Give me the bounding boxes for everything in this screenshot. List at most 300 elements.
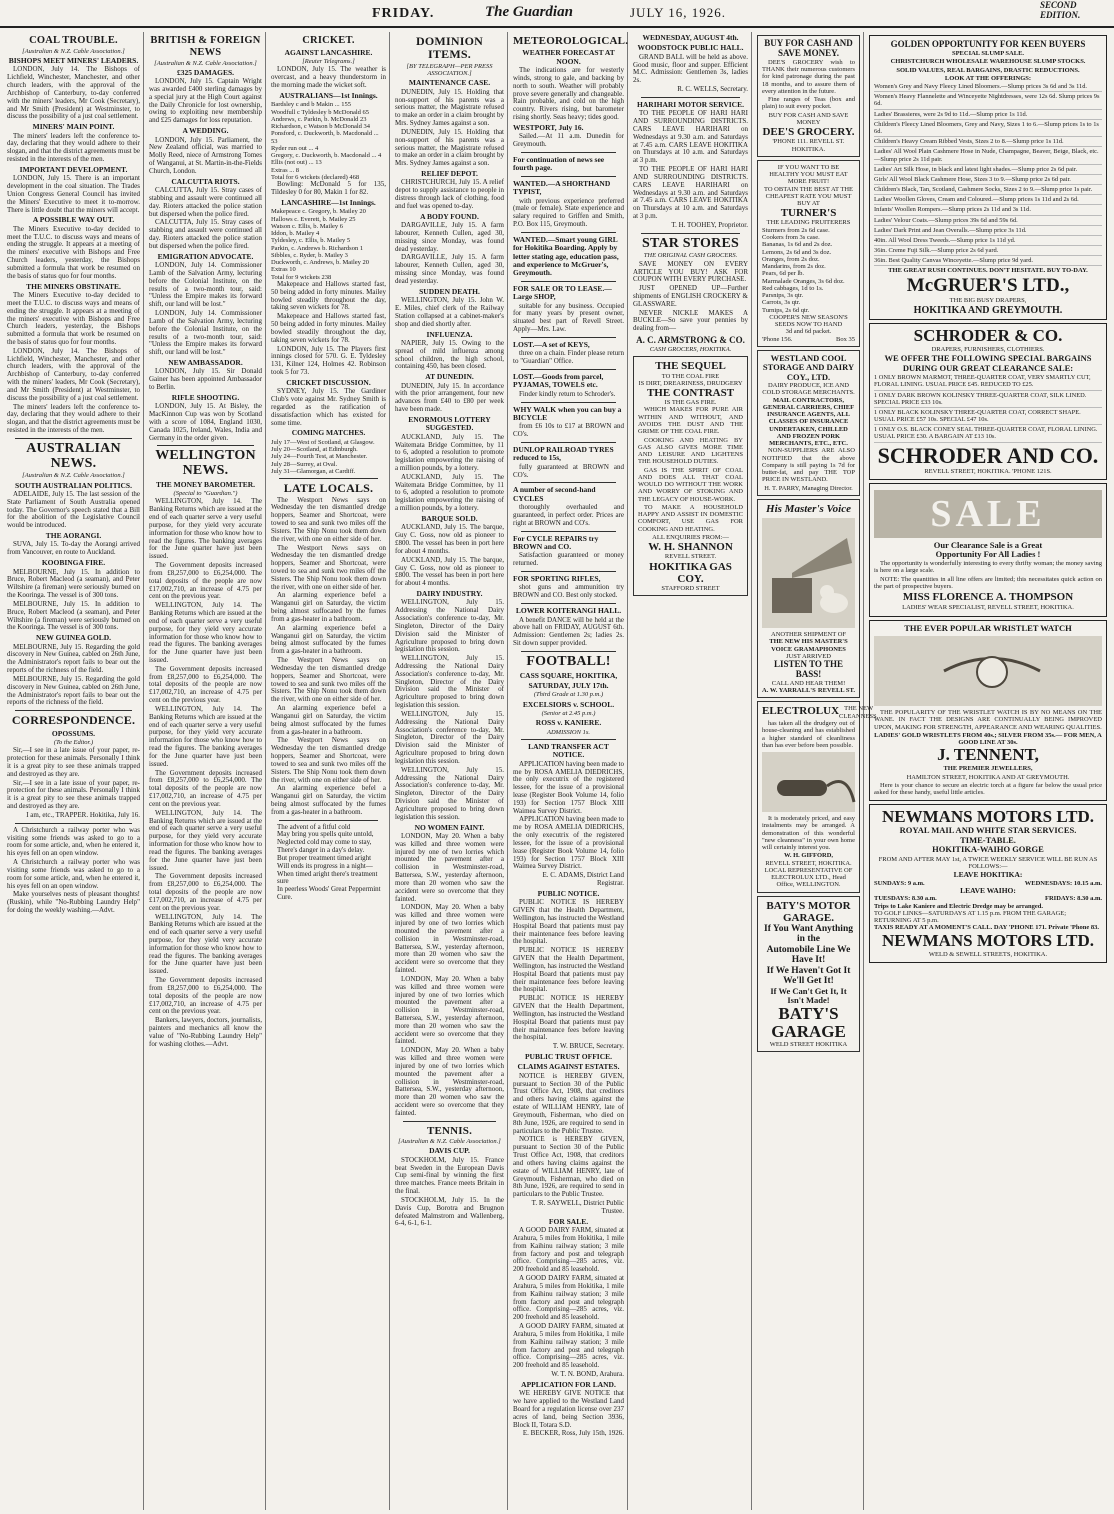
vacuum-cleaner-icon [762, 752, 864, 812]
classified-ads [513, 124, 624, 604]
advert-line: LOOK AT THE OFFERINGS: [944, 74, 1032, 82]
divider [521, 571, 616, 572]
turners-advert [757, 160, 860, 347]
mcgruers-advert [869, 35, 1107, 320]
advert-line: SPECIAL SLUMP SALE. [951, 50, 1025, 58]
divider [521, 603, 616, 604]
price-line: Red cabbages, 1d to 1s. [762, 284, 824, 292]
advert-line: If We Haven't Got It [766, 965, 851, 976]
headline-correspondence: CORRESPONDENCE. [11, 713, 136, 728]
classified-text: with previous experience preferred (male or female). State experience and salary required to Griffen and Smith, P.O. Box 115, Greymouth. [513, 196, 624, 228]
article-paragraph: MELBOURNE, July 15. Regarding the gold discovery in New Guinea, cabled on 26th June, the Administrator's report fails to bear out the reports of the richness of the field. [7, 642, 140, 675]
classified-heading: For continuation of news see fourth page. [513, 154, 605, 173]
advert-line: CHRISTCHURCH WHOLESALE WAREHOUSE SLUMP STOCKS. [890, 58, 1086, 66]
article-paragraph: The Government deposits increased from £8,257,000 to £6,254,000. The total deposits of the people are now £17,002,710, an increase of 4.75 per cent on the previous year. [149, 664, 262, 705]
divider [157, 445, 254, 446]
column-4 [392, 32, 508, 1510]
subheading: EMIGRATION ADVOCATE. [157, 251, 254, 261]
fur-coat-item: 1 ONLY DARK BROWN KOLINSKY THREE-QUARTER COAT, SILK LINED. SPECIAL PRICE £33 10s. [874, 392, 1102, 408]
article-paragraph: An alarming experience befel a Wanganui girl on Saturday, the victim being almost suffocated by the fumes from a gas-heater in a bathroom. [271, 704, 386, 736]
subheading: COMING MATCHES. [291, 428, 366, 438]
advert-line: IS DIRT, DREARINESS, DRUDGERY [638, 379, 743, 387]
article-paragraph: WELLINGTON, July 15. Addressing the National Dairy Association's conference to-day, Mr. Singleton, Director of the Dairy Division said the Minister of Agriculture proposed to bring down legislation this session. [395, 654, 504, 710]
article-paragraph: NEVER NICKLE MAKES A BUCKLE—So save your pennies by dealing from— [633, 308, 748, 333]
signature: R. C. WELLS, Secretary. [677, 85, 748, 94]
article-paragraph: The miners' leaders left the conference to-day, declaring that they would adhere to their slogan, and that the district agreements must be resisted in the interests of the men. [7, 131, 140, 164]
article-paragraph: LONDON, July 14. The Bishops of Lichfield, Winchester, Manchester, and other church leaders, with the approval of the Archbishop of Canterbury, to-day conferred with the miners' leaders, Mr Cook (Secretary), and Mr Smith (President) at Westminster, to discuss the possibility of a just coal settlement. [7, 65, 140, 121]
subheading: SOUTH AUSTRALIAN POLITICS. [15, 480, 132, 490]
advert-line: HOKITIKA-WAIHO GORGE [932, 844, 1044, 855]
price-line: Oranges, from 2s doz. [762, 255, 820, 263]
score-line: Andrews, c. Parkin, b. McDonald 23 [271, 115, 367, 123]
divider [521, 152, 616, 153]
match-entry: July 20—Scotland, at Edinburgh. [271, 446, 358, 454]
article-paragraph: WELLINGTON, July 14. The Banking Returns which are issued at the end of each quarter serve a very useful purpose, for they yield very accurate information for those who know how to read the figures. The banking averages for the June quarter have just been issued. [149, 912, 262, 976]
article-paragraph: APPLICATION having been made to me by ROSA AMELIA DIEDRICHS, the only executrix of the registered lessee, for the issue of a provisional lease (Register Book Volume 14, folio 193) for Section 1757 Block XIII Waimea Survey District. [513, 759, 624, 815]
vacuum-illustration [762, 752, 855, 812]
article-paragraph: DUNEDIN, July 15. In accordance with the prior arrangement, four new advances from £40 to £80 per week have been made. [395, 381, 504, 414]
advertiser-name: J. TENNENT, [937, 745, 1039, 765]
timetable-entry: SUNDAYS: 9 a.m. [874, 879, 925, 887]
article-paragraph: LONDON, May 20. When a baby was killed and three women were injured by one of two lorries which mounted the pavement after a collision in Westminster-road, Battersea, S.W., yesterday afternoon, more than 20 women who saw the accident were so overcome that they fainted. [395, 831, 504, 903]
slump-item: 36in. Creme Fuji Silk.—Slump price 2s 6d yard. [874, 247, 1102, 256]
advert-address: WELD & SEWELL STREETS, HOKITIKA. [928, 950, 1048, 958]
slump-price-list [874, 83, 1102, 266]
divider [279, 820, 378, 821]
article-paragraph: LONDON, May 20. When a baby was killed and three women were injured by one of two lorries which mounted the pavement after a collision in Westminster-road, Battersea, S.W., yesterday afternoon, more than 20 women who saw the accident were so overcome that they fainted. [395, 1046, 504, 1117]
article-paragraph: AUCKLAND, July 15. The barque, Guy C. Goss, now old as pioneer to £800. The vessel has been in port here for about 4 months. [395, 523, 504, 555]
subheading: MAINTENANCE CASE. [408, 78, 491, 88]
headline-star-stores: STAR STORES [641, 235, 739, 251]
subheading: SATURDAY, JULY 17th. [528, 680, 609, 690]
headline-wellington-news: WELLINGTON NEWS. [155, 448, 256, 479]
article-paragraph: DARGAVILLE, July 15. A farm labourer, Kenneth Cullen, aged 30, missing since Monday, was found dead yesterday. [395, 221, 504, 253]
divider [521, 402, 616, 403]
article-paragraph: LONDON, July 14. Commissioner Lamb of the Salvation Army, lecturing before the Colonial Institute, on the results of a two-month tour, said: "Unless the Empire makes its forward shift, our land will be lost." [149, 261, 262, 309]
advert-box: Box 35 [836, 335, 855, 343]
fruit-price-list [762, 227, 855, 314]
slump-item: 36in. Best Quality Canvas Winceyette.—Slump price 9d yard. [874, 257, 1102, 266]
advert-title: GOLDEN OPPORTUNITY FOR KEEN BUYERS [890, 39, 1086, 49]
article-paragraph: The Westport News says on Wednesday the ten dismantled dredge hoppers, Seamer and Shortcoat, were towed to sea and sunk two miles off the Sisters. The Ship Nonu took them down the river, with one on either side of her. [271, 543, 386, 591]
advert-line: BUY FOR CASH AND SAVE MONEY [768, 111, 849, 126]
timetable-entry: WEDNESDAYS: 10.15 a.m. [1024, 879, 1102, 887]
masthead-day: FRIDAY. [372, 6, 435, 21]
advert-address: STAFFORD STREET [661, 584, 720, 592]
advert-line: THE BIG BUSY DRAPERS, [949, 296, 1027, 304]
article-paragraph: The Government deposits increased from £8,257,000 to £6,254,000. The total deposits of the people are now £17,002,710, an increase of 4.75 per cent on the previous year. [149, 768, 262, 808]
score-line: Ponsford, c. Duckworth, b. Macdonald ... 53 [271, 130, 379, 145]
advert-line: In peerless Woods' Great Peppermint Cure. [277, 885, 381, 902]
article-paragraph: PUBLIC NOTICE IS HEREBY GIVEN that the Health Department, Wellington, has instructed the Westland Hospital Board that patients must pay their maintenance fees before leaving the hospital. [513, 898, 624, 946]
article-paragraph: The Government deposits increased from £8,257,000 to £6,254,000. The total deposits of the people are now £17,002,710, an increase of 4.75 per cent on the previous year. [149, 976, 262, 1016]
classified-heading: DUNLOP RAILROAD TYRES reduced to 15s, [513, 444, 614, 463]
article-paragraph: The Miners Executive to-day decided to meet the T.U.C. to discuss ways and means of ending the struggle. It appears at a meeting of the miners' executive with Bishops and Free Church leaders, yesterday, the Bishops submitted a formula that work be resumed on the basis of status quo for four months. [7, 224, 140, 280]
advert-line: CALL AND HEAR THEM! [771, 679, 846, 687]
price-line: Lemons, 2s 6d and 3s doz. [762, 248, 832, 256]
subheading: THE MINERS OBSTINATE. [26, 281, 121, 291]
advertiser-name: TURNER'S [780, 207, 837, 220]
sale-banner [874, 490, 1102, 538]
advertiser-name: SCHRODER AND CO. [877, 442, 1099, 468]
advert-line: THE LEADING FRUITERERS [766, 219, 851, 227]
headline-cricket: CRICKET. [302, 35, 355, 46]
divider [521, 739, 616, 740]
match-entry: July 17—West of Scotland, at Glasgow. [271, 438, 375, 446]
advert-line: WHICH MAKES FOR PURE AIR WITHIN AND WITHOUT, AND AVOIDS THE DUST AND THE GRIME OF THE COAL FIRE. [638, 406, 743, 436]
classified-heading: WANTED.—Smart young GIRL for Hokitika Boarding. Apply by letter stating age, education pass, and experience to McGruer's, Greymouth. [513, 234, 619, 278]
match-entry: July 28—Surrey, at Oval. [271, 460, 338, 468]
article-paragraph: WELLINGTON, July 14. The Banking Returns which are issued at the end of each quarter serve a very useful purpose, for they yield very accurate information for those who know how to read the figures. The banking averages for the June quarter have just been issued. [149, 497, 262, 561]
advert-line: Bankers, lawyers, doctors, journalists, painters and mechanics all know the value of "No-Rubbing Laundry Help" for washing clothes.—Advt. [149, 1016, 262, 1048]
article-paragraph: JUST OPENED UP—Further shipments of ENGLISH CROCKERY & GLASSWARE. [633, 284, 748, 308]
divider [15, 823, 132, 824]
article-paragraph: DUNEDIN, July 15. Holding that non-support of his parents was a serious matter, the Magistrate refused to make an order in a claim brought by Mrs. Sydney James against a son. [395, 127, 504, 168]
advert-title: ELECTROLUX [762, 705, 840, 718]
subheading: HARIHARI MOTOR SERVICE. [637, 99, 744, 109]
advert-title: WESTLAND COOL STORAGE AND DAIRY COY., LTD. [762, 353, 855, 382]
article-paragraph: STOCKHOLM, July 15. In the Davis Cup, Borotra and Brugnon defeated Malmstrom and Wallenberg, 6-4, 6-1, 6-1. [395, 1195, 504, 1228]
advert-line: TO GOLF LINKS—SATURDAYS AT 1.15 p.m. FROM THE GARAGE; RETURNING AT 5 p.m. [874, 909, 1067, 925]
advertiser-name: MISS FLORENCE A. THOMPSON [902, 591, 1074, 604]
divider [521, 232, 616, 233]
advertiser-name: BATY'S GARAGE [771, 1004, 846, 1042]
subheading: BISHOPS MEET MINERS' LEADERS. [8, 56, 139, 66]
article-paragraph: A GOOD DAIRY FARM, situated at Arahura, 5 miles from Hokitika, 1 mile from Kaihinu railway station; 3 mile from factory and post and telegraph office. Comprising—285 acres, viz. 200 freehold and 85 leasehold. [513, 1322, 624, 1370]
subheading: MINERS' MAIN POINT. [32, 122, 115, 132]
subheading: KOOBINGA FIRE. [41, 558, 106, 568]
article-paragraph: Makepeace and Hallows started fast, 50 being added in forty minutes. Mailey bowled steadily throughout the day, taking seven wickets for 78. [271, 312, 386, 344]
advertiser-name: A. C. ARMSTRONG & CO. [636, 335, 745, 346]
score-line: Tyldesley, c. Ellis, b. Mailey 5 [271, 237, 351, 245]
advert-title: THE EVER POPULAR WRISTLET WATCH [904, 622, 1072, 633]
article-paragraph: DARGAVILLE, July 15. A farm labourer, Kenneth Cullen, aged 30, missing since Monday, was found dead yesterday. [395, 253, 504, 285]
advert-line: TIME-TABLE. [960, 834, 1016, 845]
fixture-line: ROSS v. KANIERE. [535, 718, 602, 728]
masthead-edition: SECOND EDITION. [1040, 0, 1081, 21]
classified-text: thoroughly overhauled and guaranteed, in perfect order. Prices are right at BROWN and CO's. [513, 503, 624, 527]
article-paragraph: MELBOURNE, July 15. Regarding the gold discovery in New Guinea, cabled on 26th June, the Administrator's report fails to bear out the reports of the richness of the field. [7, 674, 140, 707]
slump-item: Children's Fleecy Lined Bloomers, Grey and Navy, Sizes 1 to 6.—Slump prices 1s to 1s 6d. [874, 121, 1102, 137]
advert-title: SCHRODER & CO. [913, 326, 1063, 346]
article-paragraph: The Westport News says on Wednesday the ten dismantled dredge hoppers, Seamer and Shortcoat, were towed to sea and sunk two miles off the Sisters. The Ship Nonu took them down the river, with one on either side of her. [271, 495, 386, 543]
subheading: AUSTRALIANS—1st Innings. [279, 90, 378, 100]
gramophone-dog-icon [762, 518, 864, 628]
subheading: NEW GUINEA GOLD. [35, 633, 112, 643]
advert-line: Our Clearance Sale is a Great [933, 539, 1043, 550]
score-line: Extras 10 [271, 266, 296, 274]
score-line: Ryder run out ... 4 [271, 144, 319, 152]
fixture-line: (Senior at 2.45 p.m.) [541, 709, 596, 717]
article-paragraph: NOTICE is HEREBY GIVEN, pursuant to Section 30 of the Public Trust Office Act, 1908, that creditors and others having claims against the estate of WILLIAM HENRY, late of Greymouth, Fisherman, who died on 8th June, 1926, are required to send in particulars to the Public Trustee. [513, 1071, 624, 1135]
article-paragraph: LONDON, July 15. Parliament, the New Zealand official, was married to Molly Reed, niece of Armstrong Tomes of Wanganui, at St. Martin-in-the-Fields Church, London. [149, 135, 262, 175]
signature: T. R. SAYWELL, District Public Trustee. [531, 1199, 624, 1215]
article-paragraph: DUNEDIN, July 15. Holding that non-support of his parents was a serious matter, the Magistrate refused to make an order in a claim brought by Mrs. Sydney James against a son. [395, 87, 504, 128]
article-paragraph: The Government deposits increased from £8,257,000 to £6,254,000. The total deposits of the people are now £17,002,710, an increase of 4.75 per cent on the previous year. [149, 872, 262, 912]
his-masters-voice-advert [757, 499, 860, 698]
peppermint-advert [271, 824, 386, 902]
source-line: (To the Editor.) [53, 739, 94, 746]
advert-title: THE CONTRAST [646, 387, 735, 400]
source-line: CASH GROCERS, HOKITIKA. [649, 346, 732, 354]
advert-address: 'PHONE 111. REVELL ST. HOKITIKA. [772, 138, 845, 153]
classified-heading: For CYCLE REPAIRS try BROWN and CO. [513, 533, 599, 552]
advert-line: THE NEW HIS MASTER'S VOICE GRAMAPHONES [769, 638, 848, 653]
advert-line: TO MAKE A HOUSEHOLD HAPPY AND ASSIST IN DOMESTIC COMFORT, USE GAS FOR COOKING AND HEATING. [638, 503, 743, 533]
article-paragraph: WELLINGTON, July 15. Addressing the National Dairy Association's conference to-day, Mr. Singleton, Director of the Dairy Division said the Minister of Agriculture proposed to bring down legislation this session. [395, 765, 504, 821]
divider [521, 176, 616, 177]
advert-line: THE NEW CLEANNESS. [839, 705, 879, 720]
match-entry: July 31—Glamorgan, at Cardiff. [271, 467, 356, 475]
article-paragraph: MELBOURNE, July 15. In addition to Bruce, Robert Macleod (a seaman), and Peter Wiltshire (a fireman) were seriously burned on the Kooringa. The vessel is of 300 tons. [7, 599, 140, 632]
advert-address: REVELL STREET, HOKITIKA. [765, 859, 852, 867]
subheading: THE AORANGI. [45, 531, 102, 541]
advert-line: COOPER'S NEW SEASON'S SEEDS NOW TO HAND [769, 313, 848, 329]
newmans-motors-advert [869, 804, 1107, 962]
article-paragraph: WELLINGTON, July 14. The Banking Returns which are issued at the end of each quarter serve a very useful purpose, for they yield very accurate information for those who know how to read the figures. The banking averages for the June quarter have just been issued. [149, 601, 262, 664]
subheading: SUDDEN DEATH. [419, 286, 480, 296]
subheading: FOR SALE. [548, 1216, 589, 1226]
slump-item: Ladies' All Wool Plain Cashmere Hose in Nude, Champagne, Beaver, Beige, Black, etc.—Slump price 2s 11d pair. [874, 148, 1102, 164]
advert-line: There's danger in a day's delay. [277, 846, 365, 855]
subheading: RELIEF DEPOT. [421, 169, 478, 179]
signature: T. H. TOOHEY, Proprietor. [671, 220, 748, 229]
subheading: A WEDDING. [182, 126, 229, 136]
score-line: Sibbles, c. Ryder, b. Mailey 3 [271, 251, 348, 259]
advert-line: LISTEN TO THE BASS! [773, 659, 844, 680]
batys-garage-advert [757, 896, 860, 1052]
advert-phone: 'Phone 156. [762, 335, 793, 343]
dees-grocery-advert [757, 35, 860, 157]
source-line: [Australian & N.Z. Cable Association.] [154, 59, 257, 67]
classified-text: Satisfaction guaranteed or money returned. [513, 551, 624, 568]
advert-address: HOKITIKA AND GREYMOUTH. [913, 304, 1063, 316]
subheading: WOODSTOCK PUBLIC HALL. [637, 43, 744, 53]
article-paragraph: TO THE PEOPLE OF HARI HARI AND SURROUNDING DISTRICTS. CARS LEAVE HARIHARI on Wednesdays at 9.30 a.m. and Saturdays at 7.45 a.m. CARS LEAVE HOKITIKA on Thursdays at 10 a.m. and Saturdays at 3 p.m. [633, 109, 748, 165]
classified-heading: WANTED.—A SHORTHAND TYPIST, [513, 178, 611, 197]
article-paragraph: WELLINGTON, July 15. Addressing the National Dairy Association's conference to-day, Mr. Singleton, Director of the Dairy Division said the Minister of Agriculture proposed to bring down legislation this session. [395, 709, 504, 765]
subheading: PUBLIC NOTICE. [537, 888, 600, 898]
price-line: Cookers from 3s case. [762, 234, 820, 242]
article-paragraph: Sir,—I see in a late issue of your paper, re-protection for these animals. Personally I think it is a great pity to see these animals trapped and destroyed as they are. [7, 746, 140, 778]
divider [403, 1121, 496, 1122]
subheading: CRICKET DISCUSSION. [286, 377, 371, 387]
fur-coat-item: 1 ONLY BROWN MARMOT, THREE-QUARTER COAT, VERY SMARTLY CUT, FLORAL LINING. USUAL PRICE £45. REDUCED TO £25. [874, 374, 1102, 390]
signature: E. BECKER, Ross, July 15th, 1926. [522, 1429, 624, 1438]
article-paragraph: A GOOD DAIRY FARM, situated at Arahura, 5 miles from Hokitika, 1 mile from Kaihinu railway station; 3 mile from factory and post and telegraph office. Comprising—285 acres, viz. 200 freehold and 85 leasehold. [513, 1274, 624, 1322]
column-1 [4, 32, 144, 1510]
article-paragraph: LONDON, July 15. The weather is overcast, and a heavy thunderstorm in the morning made the wicket soft. [271, 65, 386, 90]
article-paragraph: WELLINGTON, July 14. The Banking Returns which are issued at the end of each quarter serve a very useful purpose, for they yield very accurate information for those who know how to read the figures. The banking averages for the June quarter have just been issued. [149, 808, 262, 872]
headline-football: FOOTBALL! [526, 653, 611, 669]
subheading: £325 DAMAGES. [176, 67, 235, 77]
article-paragraph: An alarming experience befel a Wanganui girl on Saturday, the victim being almost suffocated by the fumes from a gas-heater in a bathroom. [271, 784, 386, 816]
article-paragraph: GRAND BALL will be held as above. Good music, floor and supper. Efficient M.C. Admission: Gentlemen 3s, ladies 2s. [633, 52, 748, 85]
article-paragraph: PUBLIC NOTICE IS HEREBY GIVEN that the Health Department, Wellington, has instructed the Westland Hospital Board that patients must pay their maintenance fees before leaving the hospital. [513, 946, 624, 994]
advert-line: If You Want Anything in the [764, 923, 853, 945]
advert-line: LEAVE HOKITIKA: [953, 870, 1023, 880]
source-line: THE ORIGINAL CASH GROCERS. [643, 252, 738, 260]
article-paragraph: NOTICE is HEREBY GIVEN, pursuant to Section 30 of the Public Trust Office Act, 1908, that creditors and others having claims against the estate of WILLIAM HENRY, late of Greymouth, Fisherman, who died on 8th June, 1926, are required to send in particulars to the Public Trustee. [513, 1135, 624, 1199]
advert-line: Neglected cold may come to stay, [277, 838, 372, 847]
advert-line: ELECTROLUX LTD., Head Office, WELLINGTON. [771, 874, 846, 889]
advert-line: LADIES' GOLD WRISTLETS FROM 40s.; SILVER FROM 35s.— FOR MEN, A GOOD LINE AT 30s. [874, 731, 1102, 747]
article-paragraph: The Government deposits increased from £8,257,000 to £6,254,000. The total deposits of the people are now £17,002,710, an increase of 4.75 per cent on the previous year. [149, 561, 262, 601]
advert-address: REVELL STREET, HOKITIKA. 'PHONE 121S. [924, 467, 1052, 475]
article-paragraph: WELLINGTON, July 15. John W. E. Miles, chief clerk of the Railway Station collapsed at a cabinet-maker's shop and died shortly after. [395, 296, 504, 328]
article-paragraph: AUCKLAND, July 15. The barque, Guy C. Goss, now old as pioneer to £800. The vessel has been in port here for about 4 months. [395, 555, 504, 588]
source-line: [Australian & N.Z. Cable Association.] [22, 472, 125, 480]
advertiser-name: HOKITIKA GAS COY. [649, 560, 732, 585]
schroder-advert [869, 323, 1107, 480]
divider [15, 438, 132, 439]
fixture-line: (Third Grade at 1.30 p.m.) [533, 691, 604, 699]
divider [521, 651, 616, 652]
advert-line: FROM AND AFTER MAY 1st, A TWICE WEEKLY SERVICE WILL BE RUN AS FOLLOWS:— [878, 855, 1098, 871]
article-paragraph: LONDON, July 15. At Bisley, the MacKinnon Cup was won by Scotland with a score of 1084, England 1030, Canada 1025, Ireland, Wales, India and Germany in the order given. [149, 402, 262, 442]
source-line: [Reuter Telegrams.] [302, 58, 355, 66]
signature: I am, etc., TRAPPER. Hokitika, July 16. [26, 810, 140, 819]
slump-item: Ladies' Velour Coats.—Slump prices 39s 6d and 59s 6d. [874, 217, 1102, 226]
advert-line: WE OFFER THE FOLLOWING SPECIAL BARGAINS DURING OUR GREAT CLEARANCE SALE: [884, 353, 1092, 373]
classified-heading: FOR SALE OR TO LEASE.—Large SHOP, [513, 283, 612, 302]
article-paragraph: CALCUTTA, July 15. Stray cases of stabbing and assault were continued all day. Rioters attacked the police station but dispersed when the police fired. [149, 218, 262, 250]
score-line: Makepeace c. Gregory, b. Mailey 20 [271, 208, 366, 216]
subheading: BARQUE SOLD. [421, 513, 478, 523]
classified-heading: FOR SPORTING RIFLES, [513, 574, 601, 584]
advert-title: His Master's Voice [766, 503, 851, 516]
classified-text: suitable for any business. Occupied for many years by present owner, situated best part of Revell Street. Apply—Mrs. Law. [513, 301, 624, 334]
advert-line: 3d and 6d packet. [785, 328, 832, 336]
divider [521, 281, 616, 282]
signature: H. T. PARRY, Managing Director. [764, 484, 853, 492]
coming-matches-list [271, 439, 386, 475]
advert-line: Will ends its progress in a night— [277, 861, 373, 870]
article-paragraph: An alarming experience befel a Wanganui girl on Saturday, the victim being almost suffocated by the fumes from a gas-heater in a bathroom. [271, 623, 386, 656]
subheading: ENORMOUS LOTTERY SUGGESTED. [408, 414, 491, 433]
subheading: LOWER KOITERANGI HALL. [515, 606, 622, 616]
article-paragraph: SUVA, July 15. To-day the Aorangi arrived from Vancouver, en route to Auckland. [7, 540, 140, 557]
classified-text: from £6 10s to £17 at BROWN and CO's. [513, 422, 624, 439]
divider [521, 337, 616, 338]
advertiser-name: A. W. YARRALL'S [762, 687, 816, 695]
classified-heading: WHY WALK when you can buy a BICYCLE [513, 404, 622, 422]
advert-line: IF YOU WANT TO BE HEALTHY YOU MUST EAT MORE FRUIT! [769, 163, 848, 186]
article-paragraph: LONDON, July 15. Captain Wright was awarded £400 sterling damages by a special jury at the High Court against the Daily Chronicle for lost ownership, owing to exploiting new membership and £25 damages for loss reputation. [149, 77, 262, 125]
source-line: (Special to "Guardian.") [173, 490, 238, 498]
headline-coal-trouble: COAL TROUBLE. [29, 35, 118, 46]
advertiser-name: DEE'S GROCERY. [762, 126, 855, 139]
price-line: Pears, 6d per lb. [762, 270, 805, 278]
slump-item: Ladies' Dark Print and Jean Overalls.—Slump price 3s 11d. [874, 227, 1102, 236]
advert-line: The opportunity is wonderfully interesting to every thrifty woman; the money saving is here on a large scale. [874, 559, 1102, 575]
article-paragraph: LONDON, May 20. When a baby was killed and three women were injured by one of two lorries which mounted the pavement after a collision in Westminster-road, Battersea, S.W., yesterday afternoon, more than 20 women who saw the accident were so overcome that they fainted. [395, 974, 504, 1046]
article-paragraph: A GOOD DAIRY FARM, situated at Arahura, 5 miles from Hokitika, 1 mile from Kaihinu railway station; 3 mile from factory and post and telegraph office. Comprising—285 acres, viz. 200 freehold and 85 leasehold. [513, 1226, 624, 1274]
masthead [0, 0, 1114, 28]
score-line: Hallows c. Everett, b. Mailey 25 [271, 215, 356, 223]
advert-line: THE POPULARITY OF THE WRISTLET WATCH IS BY NO MEANS ON THE WANE. IN FACT THE DESIGNS ARE CONTINUALLY BEING IMPROVED UPON, MAKING FOR STRENGTH, APPEARANCE AND WEARING QUALITIES. [874, 709, 1102, 731]
slump-item: Women's Heavy Flannelette and Winceyette Nightdresses, were 12s 6d. Slump prices 9s 6d. [874, 93, 1102, 109]
slump-item: Children's Heavy Cream Ribbed Vests, Sizes 2 to 8.—Slump price 1s 11d. [874, 138, 1102, 147]
advert-line: We'll Get It! [783, 976, 834, 987]
slump-item: Ladies' Brassieres, were 2s 9d to 11d.—Slump price 1s 11d. [874, 111, 1102, 120]
score-line: Parkin, c. Andrews b. Richardson 1 [271, 244, 364, 252]
advertiser-name: W. H. GIFFORD, [783, 852, 834, 860]
signature: T. W. BRUCE, Secretary. [552, 1042, 624, 1051]
advert-line: SOLID VALUES, REAL BARGAINS, DRASTIC REDUCTIONS. [896, 66, 1080, 74]
article-paragraph: STOCKHOLM, July 15. France beat Sweden in the European Davis Cup semi-final by winning the first three matches. France meets Britain in the final. [395, 1155, 504, 1196]
masthead-date: JULY 16, 1926. [630, 5, 726, 20]
advert-address: LADIES' WEAR SPECIALIST, REVELL STREET, HOKITIKA. [902, 604, 1074, 612]
article-paragraph: CALCUTTA, July 15. Stray cases of stabbing and assault were continued all day. Rioters attacked the police station but dispersed when the police fired. [149, 186, 262, 218]
column-7 [754, 32, 879, 1510]
article-paragraph: CHRISTCHURCH, July 15. A relief depot to supply assistance to people in distress through lack of clothing, food and fuel was opened to-day. [395, 178, 504, 210]
article-paragraph: A Christchurch a railway porter who was visiting some friends was asked to go to a room for some article, and, when he entered it, his eyes fell on an open window. [7, 858, 140, 890]
advert-line: May bring you spells quite untold, [277, 830, 374, 839]
price-line: Parsnips, 3s qtr. [762, 292, 804, 300]
subheading: THE MONEY BAROMETER. [155, 479, 256, 489]
column-8 [866, 32, 1110, 1510]
subheading: RIFLE SHOOTING. [171, 392, 240, 402]
subheading: DAVIS CUP. [429, 1146, 470, 1156]
source-line: [Australian & N.Z. Cable Association.] [398, 1138, 501, 1146]
article-paragraph: AUCKLAND, July 15. The Waitemata Bridge Committee, by 11 to 6, adopted a resolution to promote legislation empowering the raising of a million pounds, by a lottery. [395, 472, 504, 513]
advert-line: MAIL CONTRACTORS, GENERAL CARRIERS, CHIEF INSURANCE AGENTS, ALL CLASSES OF INSURANCE UNDERTAKEN, CHILLED AND FROZEN PORK MERCHANTS, ETC., ETC. [762, 396, 855, 448]
price-line: Mandarins, from 2s doz. [762, 263, 826, 271]
slump-item: Children's Black, Tan, Scotland, Cashmere Socks, Sizes 2 to 9.—Slump price 1s pair. [874, 186, 1102, 195]
article-paragraph: LONDON, July 14. The Bishops of Lichfield, Winchester, Manchester, and other church leaders, with the approval of the Archbishop of Canterbury, to-day conferred with the miners' leaders, Mr Cook (Secretary), and Mr Smith (President) at Westminster, to discuss the possibility of a just coal settlement. [7, 346, 140, 402]
score-line: Ellis (not out) ... 13 [271, 159, 322, 167]
column-5 [510, 32, 628, 1510]
article-paragraph: LONDON, May 20. When a baby was killed and three women were injured by one of two lorries which mounted the pavement after a collision in Westminster-road, Battersea, S.W., yesterday afternoon, more than 20 women who saw the accident were so overcome that they fainted. [395, 903, 504, 975]
advert-line: TAXIS READY AT A MOMENT'S CALL. DAY 'PHONE 171. Private 'Phone 83. [874, 924, 1099, 932]
advert-line: If We Can't Get It, It Isn't Made! [770, 985, 847, 1005]
advert-title: NEWMANS MOTORS LTD. [881, 807, 1095, 827]
subheading: CALCUTTA RIOTS. [171, 176, 240, 186]
column-3 [268, 32, 390, 1510]
score-line: Total for 9 wickets 238 [271, 273, 332, 281]
slump-item: Women's Grey and Navy Fleecy Lined Bloomers.—Slump prices 3s 6d and 3s 11d. [874, 83, 1102, 92]
advert-line: When timed aright there's treatment sure [277, 869, 378, 886]
classified-heading: LOST.—A set of KEYS, [513, 339, 590, 349]
headline-british-foreign: BRITISH & FOREIGN NEWS [150, 35, 261, 58]
subheading: NEW AMBASSADOR. [168, 358, 243, 367]
subheading: LAND TRANSFER ACT NOTICE. [528, 741, 609, 760]
timetable-entry: TUESDAYS: 8.30 a.m. [874, 895, 937, 903]
divider [521, 531, 616, 532]
subheading: OPOSSUMS. [51, 728, 96, 738]
scorecard-lancashire [271, 208, 386, 281]
advert-line: TO THE COAL FIRE [661, 372, 720, 380]
slump-item: 40in. All Wool Dress Tweeds.—Slump price 1s 11d yd. [874, 237, 1102, 246]
advertiser-name: McGRUER'S LTD., [906, 274, 1070, 296]
advert-line: Trips to Lake Kaniere and Electric Dredge may be arranged. [874, 902, 1043, 910]
slump-item: Ladies' Art Silk Hose, in black and latest light shades.—Slump price 2s 6d pair. [874, 166, 1102, 175]
score-line: Total for 6 wickets (declared) 468 [271, 173, 360, 181]
article-paragraph: A Christchurch a railway porter who was visiting some friends was asked to go to a room for some article, and, when he entered it, his eyes fell on an open window. [7, 825, 140, 858]
source-line: [Australian & N.Z. Cable Association.] [22, 47, 125, 55]
advert-line: IS THE GAS FIRE. [664, 399, 717, 407]
subheading: WEATHER FORECAST AT NOON. [522, 48, 615, 66]
article-paragraph: The Westport News says on Wednesday the ten dismantled dredge hoppers, Seamer and Shortcoat, were towed to sea and sunk two miles off the Sisters. The Ship Nonu took them down the river, with one on either side of her. [271, 656, 386, 704]
price-line: Turnips, 2s 6d qtr. [762, 306, 810, 314]
match-entry: July 24—Fourth Test, at Manchester. [271, 453, 368, 461]
article-paragraph: Makepeace and Hallows started fast, 50 being added in forty minutes. Mailey bowled steadily throughout the day, taking seven wickets for 78. [271, 279, 386, 312]
advert-line: ROYAL MAIL AND WHITE STAR SERVICES. [899, 825, 1077, 836]
subheading: CASS SQUARE, HOKITIKA, [519, 670, 618, 680]
advert-title: SALE [930, 492, 1046, 535]
source-line: [BY TELEGRAPH—PER PRESS ASSOCIATION.] [406, 62, 493, 78]
